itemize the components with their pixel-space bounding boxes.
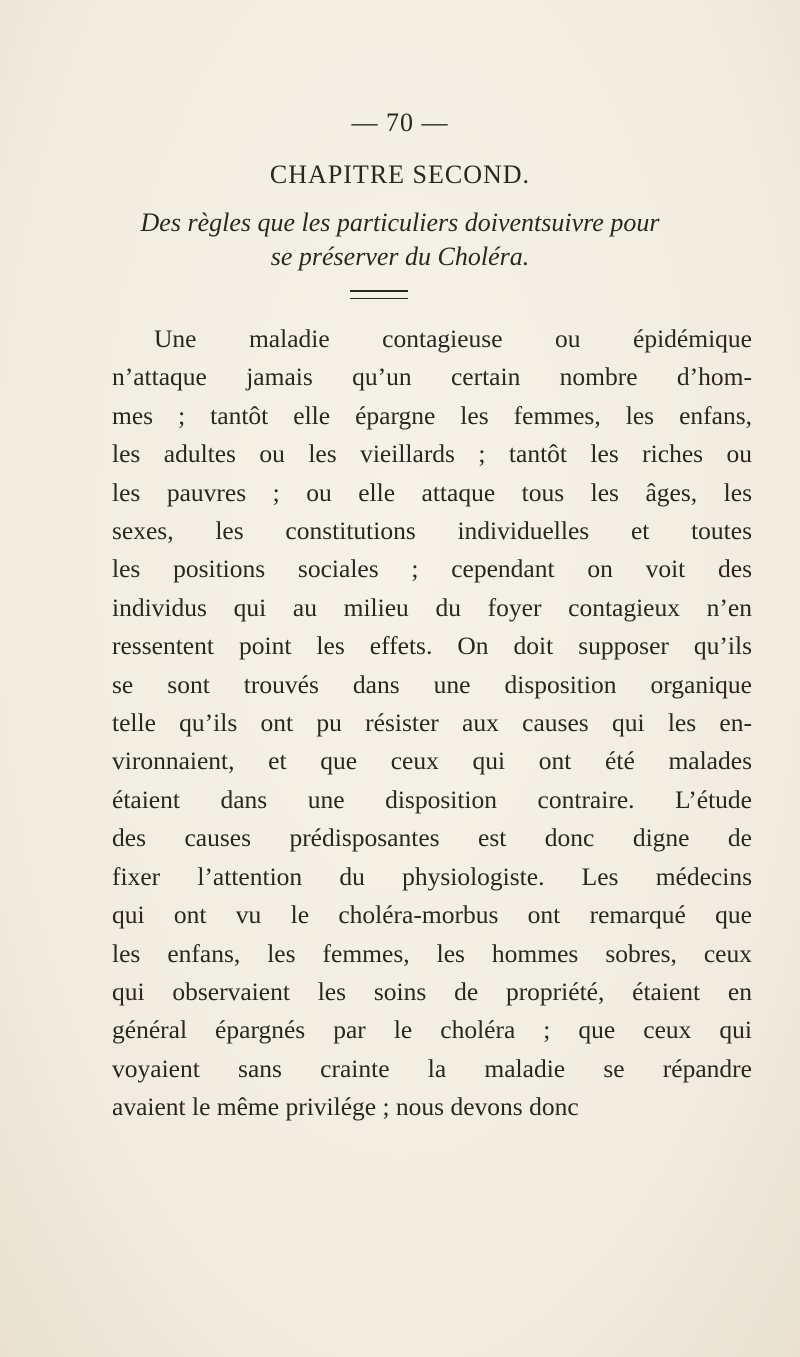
subtitle-line: Des règles que les particuliers doiventsuivre pour	[140, 208, 660, 237]
text-line: fixer l’attention du physiologiste. Les médecins	[112, 861, 752, 891]
text-line: se sont trouvés dans une disposition organique	[112, 669, 752, 699]
body-paragraph	[112, 320, 752, 1127]
text-line: vironnaient, et que ceux qui ont été malades	[112, 746, 752, 776]
text-line: étaient dans une disposition contraire. L’étude	[112, 784, 752, 814]
text-line: des causes prédisposantes est donc digne de	[112, 823, 752, 853]
text-line: individus qui au milieu du foyer contagieux n’en	[112, 592, 752, 622]
section-divider	[350, 290, 408, 299]
text-line: mes ; tantôt elle épargne les femmes, les enfans,	[112, 400, 752, 430]
text-line: sexes, les constitutions individuelles et toutes	[112, 516, 752, 546]
text-line: les adultes ou les vieillards ; tantôt les riches ou	[112, 439, 752, 469]
chapter-title: CHAPITRE SECOND.	[269, 160, 531, 189]
text-line: Une maladie contagieuse ou épidémique	[154, 324, 752, 353]
text-line: ressentent point les effets. On doit supposer qu’ils	[112, 631, 752, 661]
chapter-subtitle	[0, 206, 800, 274]
text-line: les pauvres ; ou elle attaque tous les âges, les	[112, 477, 752, 507]
text-line: qui ont vu le choléra-morbus ont remarqué que	[112, 900, 752, 930]
text-line: telle qu’ils ont pu résister aux causes qui les en-	[112, 708, 752, 738]
text-line: les enfans, les femmes, les hommes sobres, ceux	[112, 938, 752, 968]
text-line: n’attaque jamais qu’un certain nombre d’hom-	[112, 362, 752, 392]
page-number: — 70 —	[351, 108, 449, 137]
subtitle-line: se préserver du Choléra.	[270, 242, 530, 271]
text-line: général épargnés par le choléra ; que ceux qui	[112, 1015, 752, 1045]
text-line: les positions sociales ; cependant on voit des	[112, 554, 752, 584]
text-line: voyaient sans crainte la maladie se répandre	[112, 1053, 752, 1083]
text-line: qui observaient les soins de propriété, étaient en	[112, 976, 752, 1006]
text-line: avaient le même privilége ; nous devons donc	[112, 1092, 579, 1122]
